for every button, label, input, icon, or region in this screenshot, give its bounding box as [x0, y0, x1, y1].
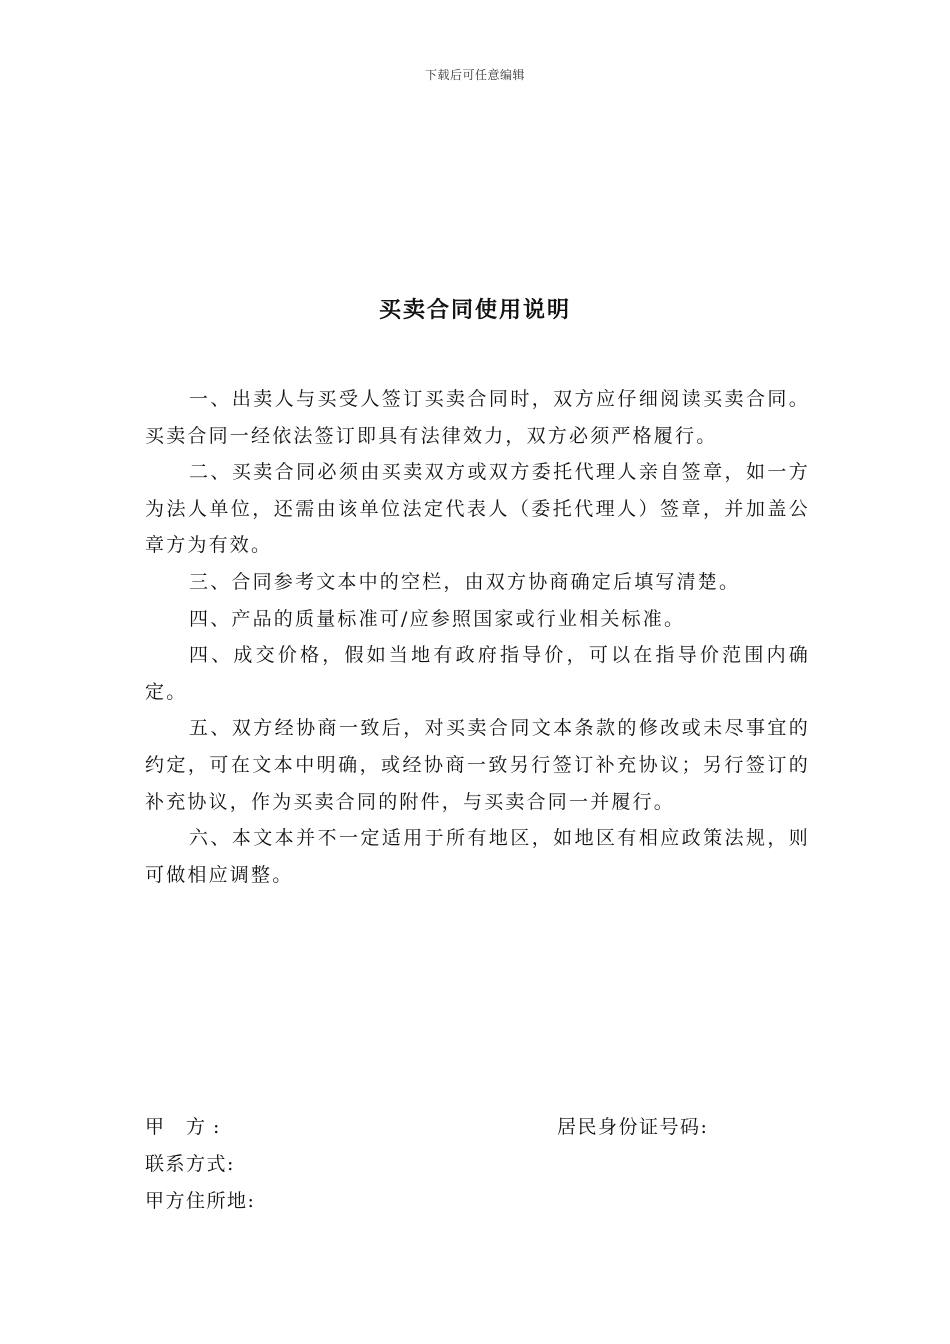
signature-block [145, 1109, 845, 1220]
instruction-paragraph-2: 二、买卖合同必须由买卖双方或双方委托代理人亲自签章，如一方为法人单位，还需由该单位法定代表人（委托代理人）签章，并加盖公章方为有效。 [145, 461, 810, 557]
header-note: 下载后可任意编辑 [424, 68, 525, 82]
signature-row-address [145, 1183, 845, 1220]
instruction-paragraph-1: 一、出卖人与买受人签订买卖合同时，双方应仔细阅读买卖合同。买卖合同一经依法签订即具有法律效力，双方必须严格履行。 [145, 388, 810, 447]
signature-row-contact [145, 1146, 845, 1183]
instruction-paragraph-4: 四、产品的质量标准可/应参照国家或行业相关标准。 [189, 607, 686, 630]
instruction-paragraph-5: 四、成交价格，假如当地有政府指导价，可以在指导价范围内确定。 [145, 644, 810, 703]
instruction-paragraph-7: 六、本文本并不一定适用于所有地区，如地区有相应政策法规，则可做相应调整。 [145, 827, 810, 886]
instructions-body [145, 381, 810, 893]
contact-label: 联系方式: [145, 1153, 235, 1175]
document-title: 买卖合同使用说明 [378, 297, 571, 323]
signature-row-party [145, 1109, 845, 1146]
id-number-label: 居民身份证号码: [557, 1116, 709, 1138]
instruction-paragraph-3: 三、合同参考文本中的空栏，由双方协商确定后填写清楚。 [189, 570, 741, 593]
address-label: 甲方住所地: [145, 1190, 256, 1212]
instruction-paragraph-6: 五、双方经协商一致后，对买卖合同文本条款的修改或未尽事宜的约定，可在文本中明确，或经协商一致另行签订补充协议；另行签订的补充协议，作为买卖合同的附件，与买卖合同一并履行。 [145, 717, 810, 813]
party-a-label: 甲 方: [145, 1116, 228, 1138]
